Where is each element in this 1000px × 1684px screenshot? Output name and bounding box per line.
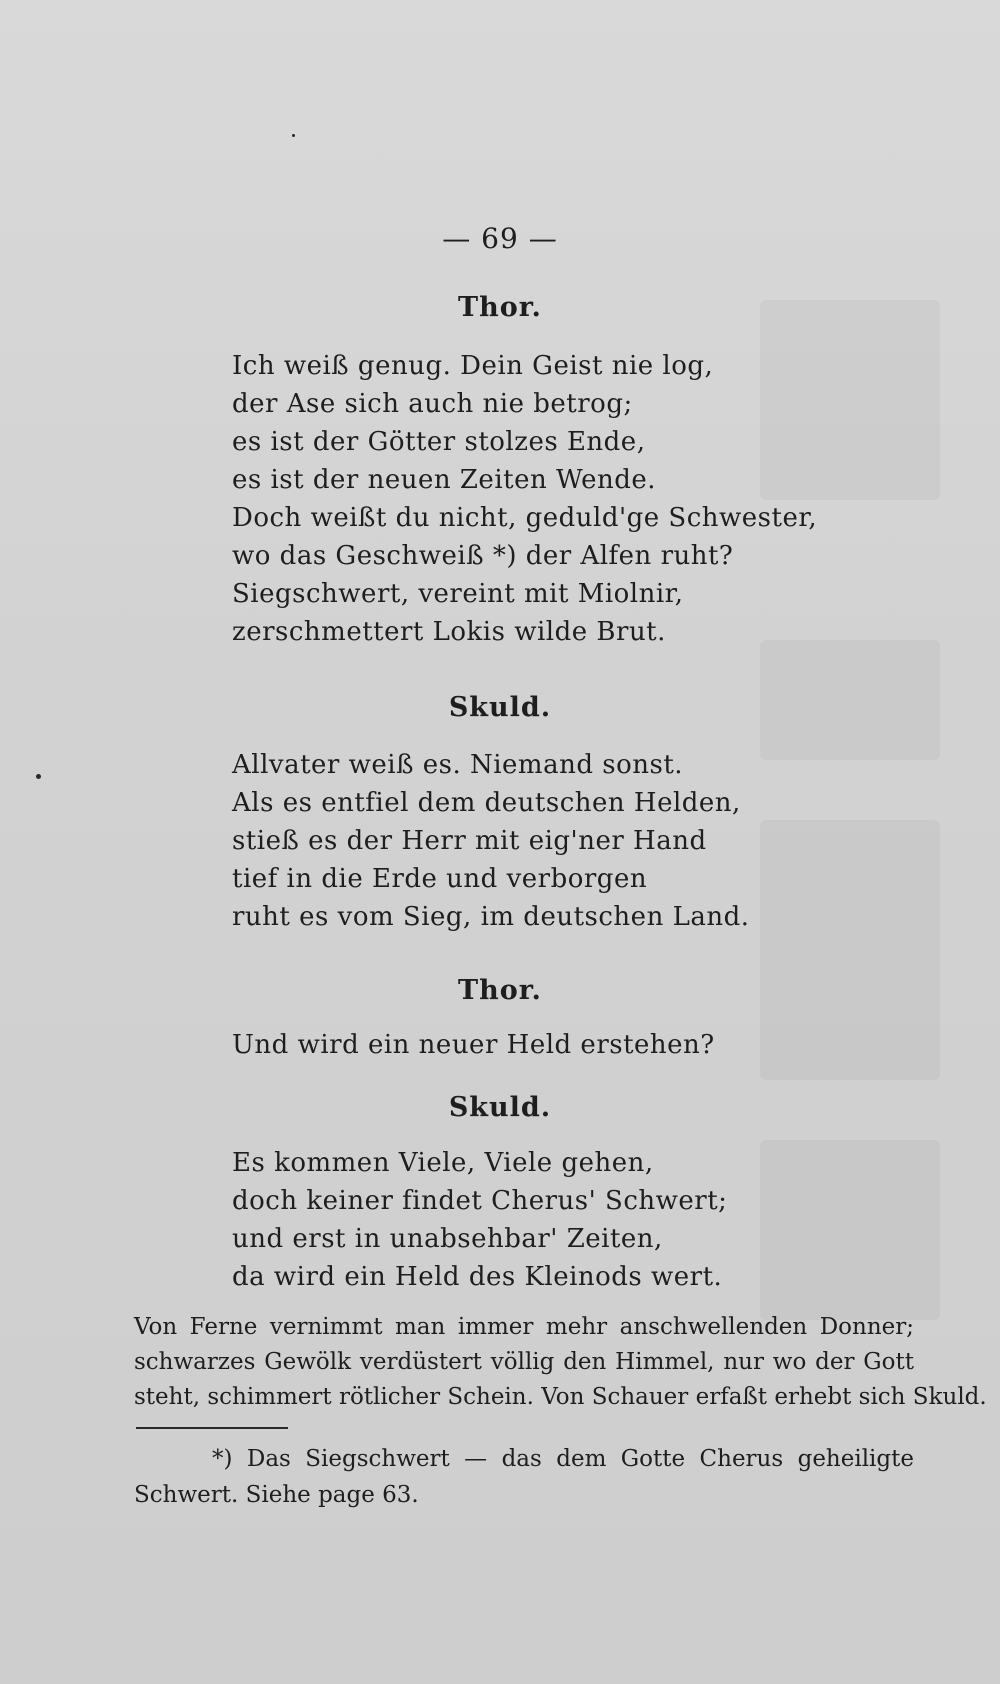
stage-direction-line: steht, schimmert rötlicher Schein. Von Schauer erfaßt erhebt sich Skuld. bbox=[134, 1384, 987, 1410]
verse-stanza bbox=[232, 1144, 832, 1296]
speaker-heading-thor: Thor. bbox=[458, 292, 542, 323]
stage-direction-line: schwarzes Gewölk verdüstert völlig den Himmel, nur wo der Gott bbox=[134, 1349, 914, 1375]
verse-line: doch keiner findet Cherus' Schwert; bbox=[232, 1186, 728, 1216]
speaker-heading-skuld: Skuld. bbox=[448, 692, 552, 723]
verse-line: wo das Geschweiß *) der Alfen ruht? bbox=[232, 541, 734, 571]
verse-line: tief in die Erde und verborgen bbox=[232, 864, 648, 894]
page-number: — 69 — bbox=[442, 222, 558, 255]
speaker-heading-skuld: Skuld. bbox=[448, 1092, 552, 1123]
verse-line: Und wird ein neuer Held erstehen? bbox=[232, 1030, 715, 1060]
footnote bbox=[134, 1441, 914, 1513]
verse-line: Als es entfiel dem deutschen Helden, bbox=[232, 788, 741, 818]
verse-line: es ist der neuen Zeiten Wende. bbox=[232, 465, 657, 495]
verse-line: Allvater weiß es. Niemand sonst. bbox=[232, 750, 684, 780]
footnote-line: *) Das Siegschwert — das dem Gotte Cherus geheiligte bbox=[212, 1446, 914, 1472]
verse-line: Siegschwert, vereint mit Miolnir, bbox=[232, 579, 684, 609]
speaker-heading-thor: Thor. bbox=[458, 975, 542, 1006]
verse-line: und erst in unabsehbar' Zeiten, bbox=[232, 1224, 663, 1254]
ink-speck bbox=[36, 774, 41, 779]
verse-stanza bbox=[232, 746, 832, 936]
verse-line: zerschmettert Lokis wilde Brut. bbox=[232, 617, 666, 647]
footnote-line: Schwert. Siehe page 63. bbox=[134, 1482, 419, 1508]
verse-line: da wird ein Held des Kleinods wert. bbox=[232, 1262, 723, 1292]
verse-line: ruht es vom Sieg, im deutschen Land. bbox=[232, 902, 750, 932]
verse-line: der Ase sich auch nie betrog; bbox=[232, 389, 633, 419]
verse-line: Ich weiß genug. Dein Geist nie log, bbox=[232, 351, 714, 381]
stage-direction bbox=[134, 1310, 987, 1415]
verse-line: Es kommen Viele, Viele gehen, bbox=[232, 1148, 654, 1178]
verse-line: Doch weißt du nicht, geduld'ge Schwester, bbox=[232, 503, 818, 533]
ink-speck bbox=[292, 134, 295, 137]
verse-line: stieß es der Herr mit eig'ner Hand bbox=[232, 826, 707, 856]
stage-direction-line: Von Ferne vernimmt man immer mehr anschwellenden Donner; bbox=[134, 1314, 914, 1340]
verse-stanza bbox=[232, 1026, 832, 1064]
footnote-separator bbox=[136, 1427, 288, 1429]
verse-stanza bbox=[232, 347, 832, 651]
verse-line: es ist der Götter stolzes Ende, bbox=[232, 427, 646, 457]
